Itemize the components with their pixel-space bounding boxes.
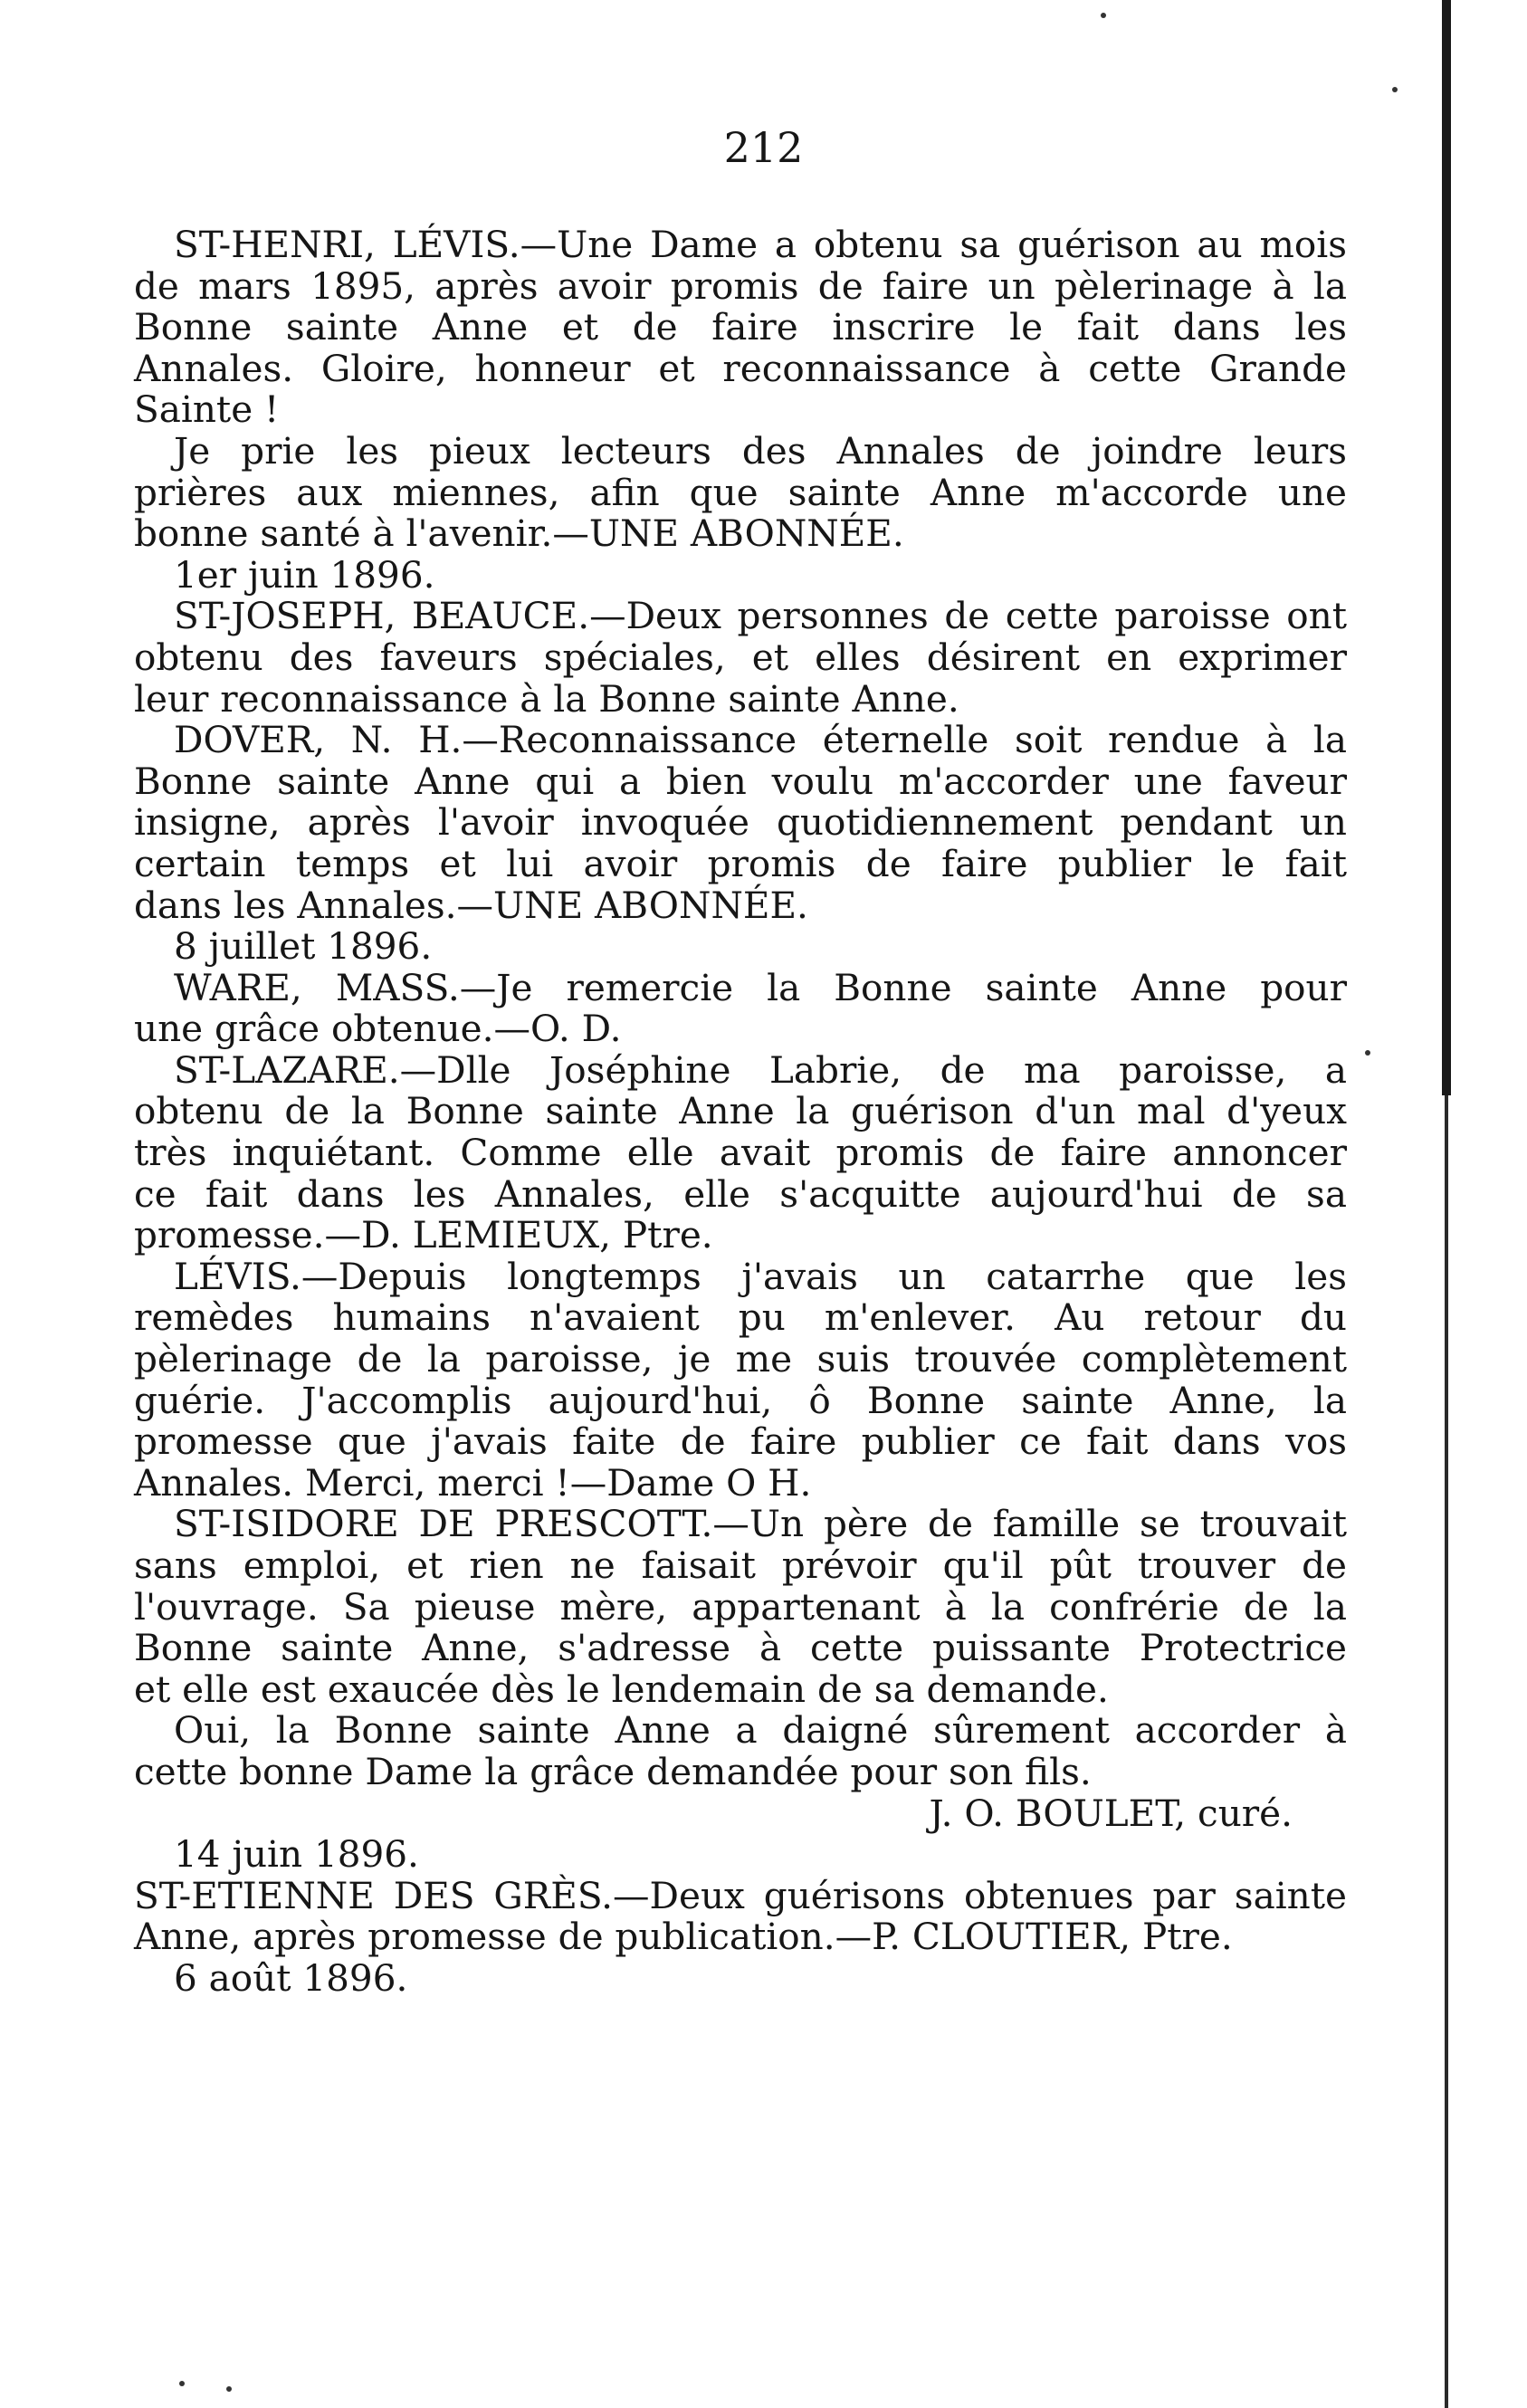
text-line: Bonne sainte Anne qui a bien voulu m'accorder une faveur	[134, 759, 1347, 803]
text-line: ST-ETIENNE DES GRÈS.—Deux guérisons obtenues par sainte	[134, 1873, 1347, 1917]
text-line: Sainte !	[134, 387, 280, 432]
text-line: prières aux miennes, afin que sainte Anne m'accorde une	[134, 470, 1347, 514]
date-line: 1er juin 1896.	[174, 552, 435, 597]
text-line: guérie. J'accomplis aujourd'hui, ô Bonne sainte Anne, la	[134, 1378, 1347, 1422]
text-line: Bonne sainte Anne, s'adresse à cette puissante Protectrice	[134, 1626, 1347, 1670]
text-line: bonne santé à l'avenir.—UNE ABONNÉE.	[134, 511, 904, 556]
date-line: 14 juin 1896.	[174, 1832, 419, 1877]
text-line: l'ouvrage. Sa pieuse mère, appartenant à la confrérie de la	[134, 1584, 1347, 1629]
text-line: insigne, après l'avoir invoquée quotidiennement pendant un	[134, 800, 1347, 845]
text-line: Je prie les pieux lecteurs des Annales de joindre leurs	[174, 428, 1347, 473]
text-line: WARE, MASS.—Je remercie la Bonne sainte Anne pour	[174, 965, 1347, 1009]
binding-edge-rule	[1442, 0, 1451, 1095]
signature-line: J. O. BOULET, curé.	[929, 1791, 1293, 1835]
date-line: 8 juillet 1896.	[174, 924, 433, 969]
text-line: et elle est exaucée dès le lendemain de sa demande.	[134, 1667, 1109, 1711]
scan-speck	[1365, 1050, 1370, 1056]
scan-speck	[179, 2381, 185, 2386]
text-line: promesse.—D. LEMIEUX, Ptre.	[134, 1213, 713, 1257]
scan-speck	[1101, 13, 1106, 18]
text-line: ce fait dans les Annales, elle s'acquitte aujourd'hui de sa	[134, 1171, 1347, 1216]
text-line: Bonne sainte Anne et de faire inscrire le fait dans les	[134, 305, 1347, 349]
binding-edge-rule-lower	[1445, 1095, 1448, 2408]
text-line: dans les Annales.—UNE ABONNÉE.	[134, 883, 808, 927]
date-line: 6 août 1896.	[174, 1955, 408, 2000]
text-line: Annales. Merci, merci !—Dame O H.	[134, 1460, 812, 1505]
text-line: promesse que j'avais faite de faire publier ce fait dans vos	[134, 1419, 1347, 1464]
text-line: leur reconnaissance à la Bonne sainte Anne.	[134, 676, 959, 721]
text-line: une grâce obtenue.—O. D.	[134, 1007, 622, 1051]
text-line: pèlerinage de la paroisse, je me suis trouvée complètement	[134, 1337, 1347, 1381]
text-line: Oui, la Bonne sainte Anne a daigné sûrement accorder à	[174, 1708, 1347, 1753]
text-line: sans emploi, et rien ne faisait prévoir qu'il pût trouver de	[134, 1543, 1347, 1587]
text-line: Annales. Gloire, honneur et reconnaissance à cette Grande	[134, 346, 1347, 390]
text-line: ST-JOSEPH, BEAUCE.—Deux personnes de cette paroisse ont	[174, 594, 1347, 638]
page-number: 212	[723, 123, 804, 172]
scan-speck	[226, 2386, 232, 2392]
text-line: ST-ISIDORE DE PRESCOTT.—Un père de famille se trouvait	[174, 1502, 1347, 1546]
text-line: obtenu de la Bonne sainte Anne la guérison d'un mal d'yeux	[134, 1089, 1347, 1133]
text-line: LÉVIS.—Depuis longtemps j'avais un catarrhe que les	[174, 1254, 1347, 1298]
text-line: remèdes humains n'avaient pu m'enlever. Au retour du	[134, 1295, 1347, 1340]
text-line: ST-LAZARE.—Dlle Joséphine Labrie, de ma paroisse, a	[174, 1047, 1347, 1092]
scan-speck	[1392, 87, 1398, 92]
text-line: très inquiétant. Comme elle avait promis de faire annoncer	[134, 1131, 1347, 1175]
text-line: cette bonne Dame la grâce demandée pour son fils.	[134, 1749, 1092, 1793]
text-line: de mars 1895, après avoir promis de faire un pèlerinage à la	[134, 263, 1347, 308]
text-line: ST-HENRI, LÉVIS.—Une Dame a obtenu sa guérison au mois	[174, 223, 1347, 266]
text-line: DOVER, N. H.—Reconnaissance éternelle soit rendue à la	[174, 718, 1347, 762]
page-body	[134, 225, 1347, 2000]
text-line: obtenu des faveurs spéciales, et elles désirent en exprimer	[134, 635, 1347, 679]
text-line: Anne, après promesse de publication.—P. CLOUTIER, Ptre.	[134, 1915, 1233, 1959]
text-line: certain temps et lui avoir promis de faire publier le fait	[134, 841, 1347, 885]
